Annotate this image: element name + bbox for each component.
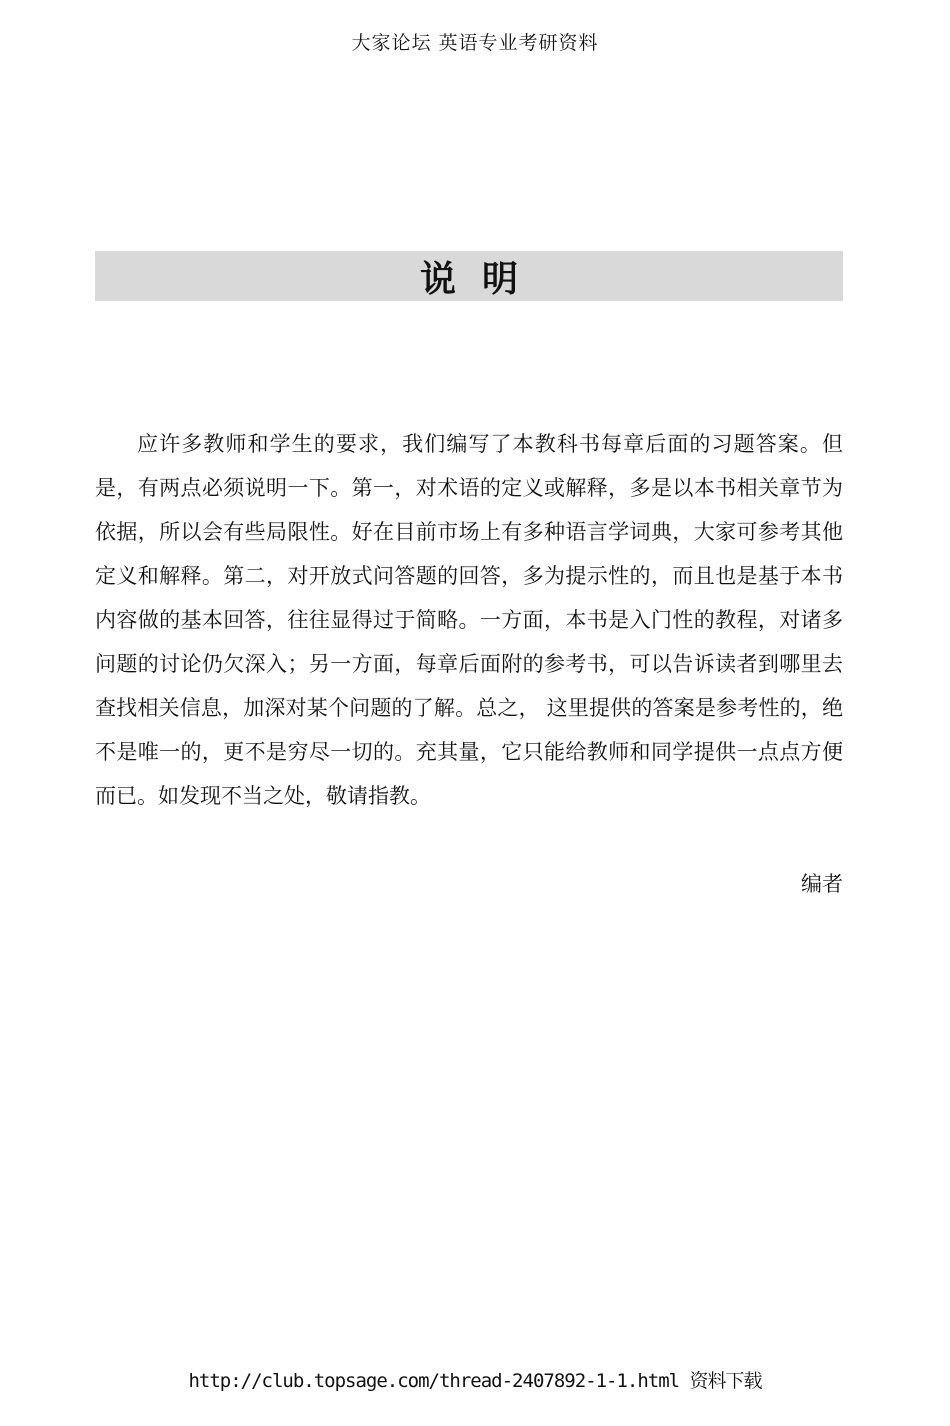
page-header: 大家论坛 英语专业考研资料	[351, 32, 599, 54]
title-bar	[95, 251, 843, 301]
body-paragraph: 应许多教师和学生的要求，我们编写了本教科书每章后面的习题答案。但是，有两点必须说明一下。第一，对术语的定义或解释，多是以本书相关章节为依据，所以会有些局限性。好在目前市场上有多种语言学词典，大家可参考其他定义和解释。第二，对开放式问答题的回答，多为提示性的，而且也是基于本书内容做的基本回答，往往显得过于简略。一方面，本书是入门性的教程，对诸多问题的讨论仍欠深入；另一方面，每章后面附的参考书，可以告诉读者到哪里去查找相关信息，加深对某个问题的了解。总之， 这里提供的答案是参考性的，绝不是唯一的，更不是穷尽一切的。充其量，它只能给教师和同学提供一点点方便而已。如发现不当之处，敬请指教。	[95, 432, 843, 808]
page-footer: http://club.topsage.com/thread-2407892-1-1.html 资料下载	[188, 1370, 762, 1392]
page-title: 说明	[419, 258, 544, 300]
signature: 编者	[801, 872, 843, 896]
